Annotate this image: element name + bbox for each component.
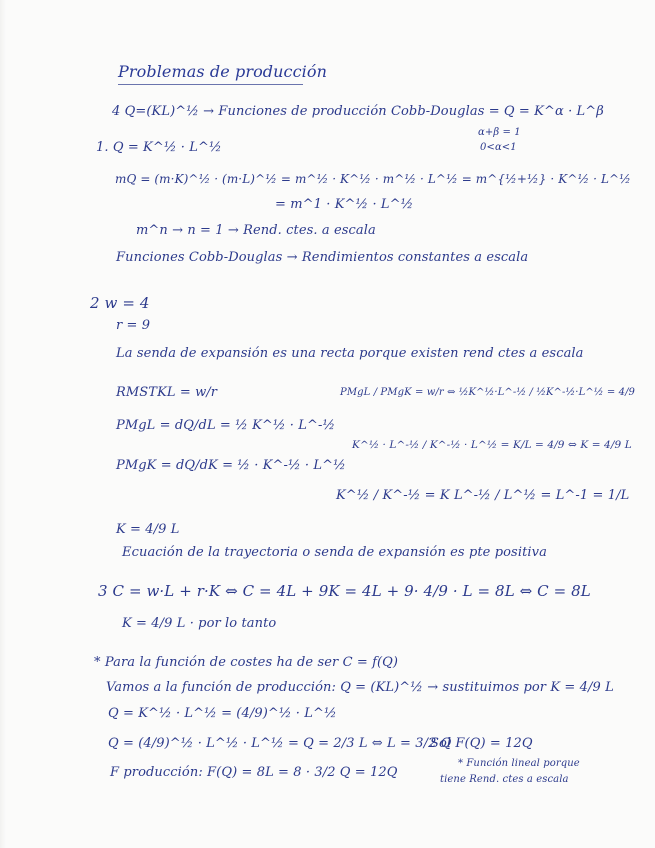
page-edge (0, 0, 6, 848)
text-line: K^½ / K^-½ = K L^-½ / L^½ = L^-1 = 1/L (336, 488, 630, 503)
text-line: 4 Q=(KL)^½ → Funciones de producción Cobb-Douglas = Q = K^α · L^β (112, 104, 604, 119)
text-line: α+β = 1 (478, 127, 521, 138)
text-line: F producción: F(Q) = 8L = 8 · 3/2 Q = 12Q (110, 765, 398, 780)
text-line: RMSTKL = w/r (116, 385, 218, 400)
text-line: r = 9 (116, 318, 151, 333)
text-line: Funciones Cobb-Douglas → Rendimientos constantes a escala (116, 250, 529, 265)
text-line: Q = K^½ · L^½ = (4/9)^½ · L^½ (108, 706, 337, 721)
text-line: K = 4/9 L (116, 522, 180, 537)
text-line: 1. Q = K^½ · L^½ (96, 140, 222, 155)
text-line: 2 w = 4 (90, 294, 150, 312)
text-line: PMgL = dQ/dL = ½ K^½ · L^-½ (116, 418, 336, 433)
text-line: La senda de expansión es una recta porque existen rend ctes a escala (116, 346, 584, 361)
text-line: PMgL / PMgK = w/r ⇔ ½K^½·L^-½ / ½K^-½·L^½ = 4/9 (340, 387, 636, 398)
text-line: * Función lineal porque (458, 758, 580, 769)
text-line: PMgK = dQ/dK = ½ · K^-½ · L^½ (116, 458, 346, 473)
text-line: mQ = (m·K)^½ · (m·L)^½ = m^½ · K^½ · m^½ · L^½ = m^{½+½} · K^½ · L^½ (115, 172, 631, 186)
page-title: Problemas de producción (118, 62, 328, 81)
text-line: Sol F(Q) = 12Q (430, 736, 533, 751)
text-line: K = 4/9 L · por lo tanto (122, 616, 277, 631)
title-underline (118, 84, 303, 85)
text-line: Ecuación de la trayectoria o senda de expansión es pte positiva (122, 545, 547, 560)
text-line: 3 C = w·L + r·K ⇔ C = 4L + 9K = 4L + 9· 4/9 · L = 8L ⇔ C = 8L (98, 582, 591, 600)
text-line: tiene Rend. ctes a escala (440, 774, 569, 785)
text-line: = m^1 · K^½ · L^½ (275, 197, 414, 212)
text-line: Q = (4/9)^½ · L^½ · L^½ = Q = 2/3 L ⇔ L = 3/2 Q (108, 736, 452, 751)
text-line: m^n → n = 1 → Rend. ctes. a escala (136, 223, 376, 238)
text-line: K^½ · L^-½ / K^-½ · L^½ = K/L = 4/9 ⇔ K = 4/9 L (352, 439, 632, 451)
text-line: Vamos a la función de producción: Q = (KL)^½ → sustituimos por K = 4/9 L (106, 680, 614, 695)
text-line: 0<α<1 (480, 142, 517, 153)
text-line: * Para la función de costes ha de ser C = f(Q) (94, 655, 399, 670)
